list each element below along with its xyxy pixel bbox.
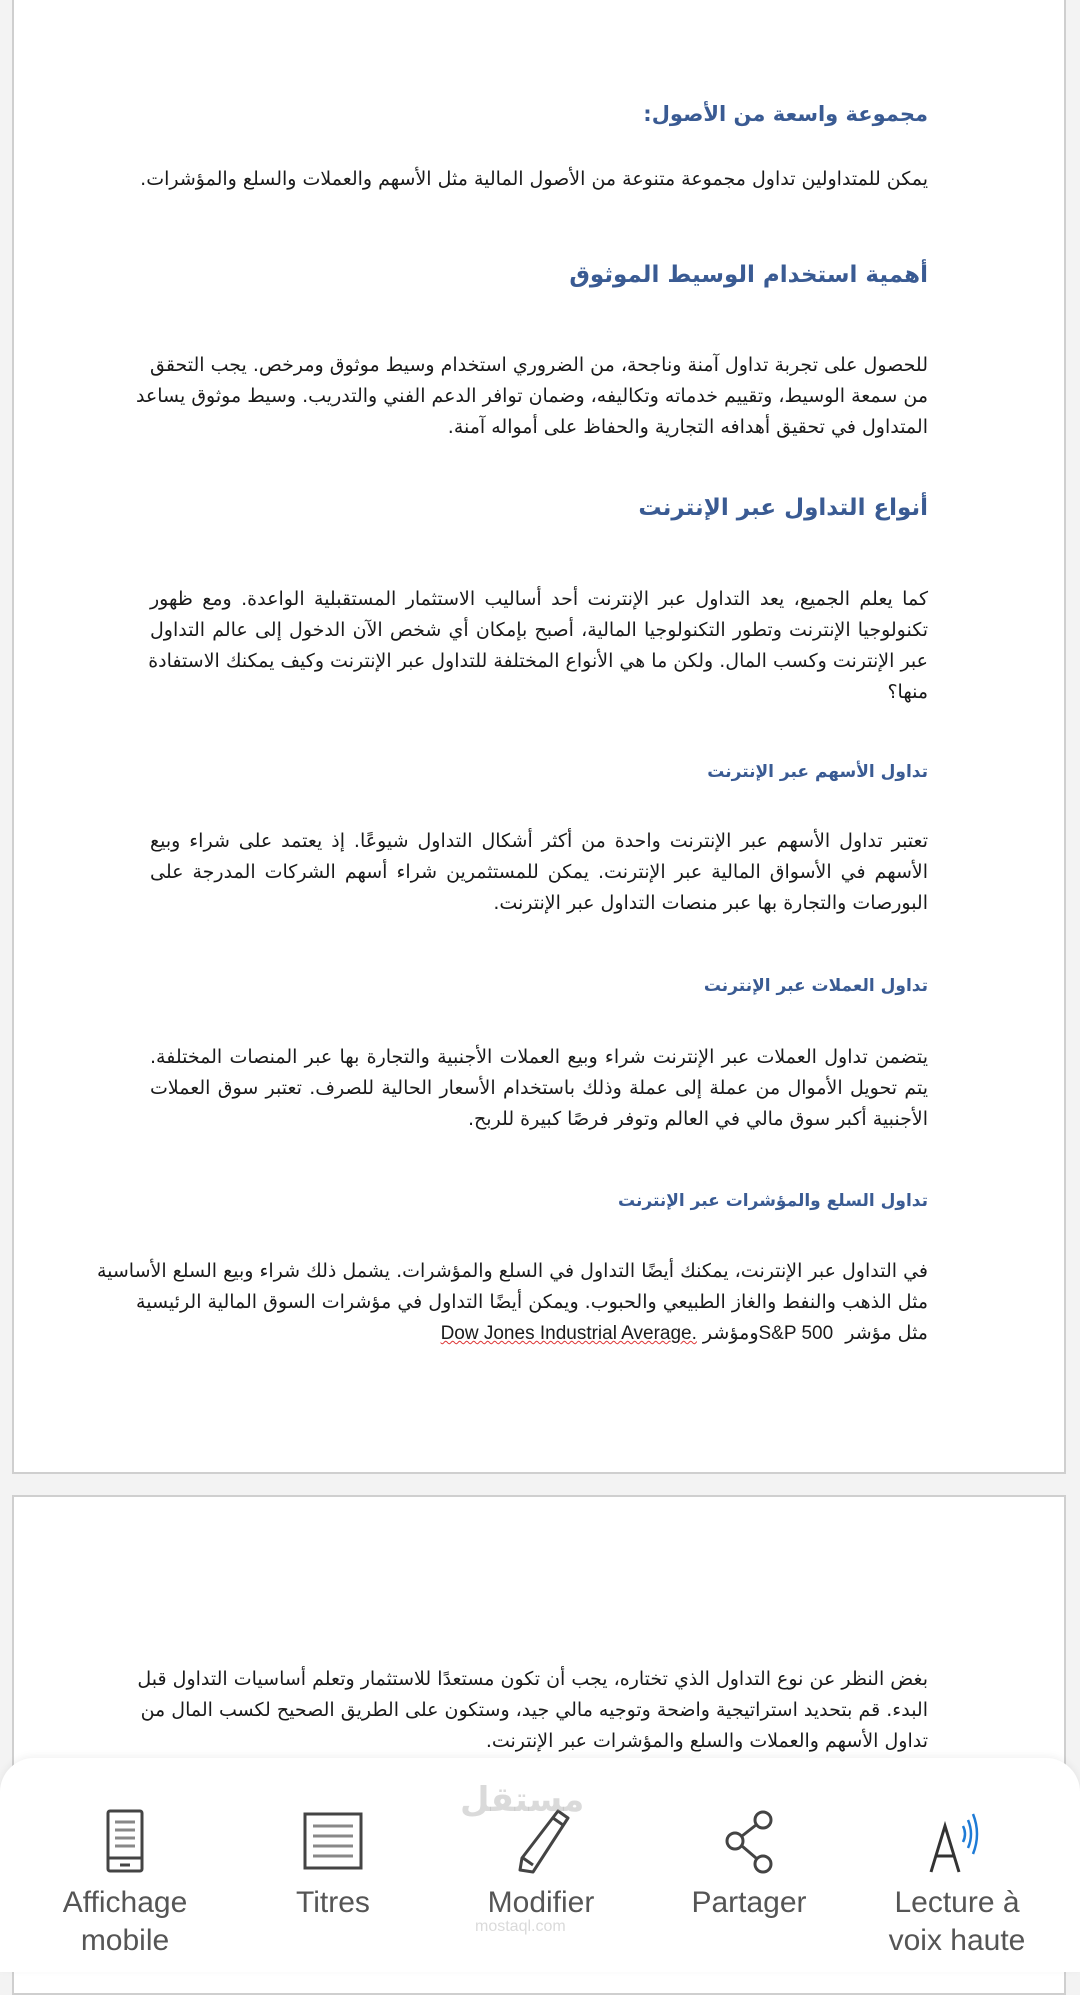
text-line: تعتبر تداول الأسهم عبر الإنترنت واحدة من أكثر أشكال التداول شيوعًا. إذ يعتمد على شراء وبيع [150,830,928,852]
text-line: منها؟ [887,681,928,703]
text-line: للحصول على تجربة تداول آمنة وناجحة، من الضروري استخدام وسيط موثوق ومرخص. يجب التحقق [150,354,928,376]
text-line: الأجنبية أكبر سوق مالي في العالم وتوفر فرصًا كبيرة للربح. [467,1108,928,1130]
heading-commodities: تداول السلع والمؤشرات عبر الإنترنت [617,1191,928,1211]
text-line: البورصات والتجارة بها عبر منصات التداول عبر الإنترنت. [493,892,928,914]
paragraph [135,350,928,443]
text-line: يتضمن تداول العملات عبر الإنترنت شراء وبيع العملات الأجنبية والتجارة بها عبر المنصات المختلفة. [150,1046,928,1068]
read-aloud-icon [927,1808,987,1874]
text-line: الأسهم في الأسواق المالية عبر الإنترنت. يمكن للمستثمرين شراء أسهم الشركات المدرجة على [150,861,928,883]
mobile-view-icon [95,1808,155,1874]
text-line: من سمعة الوسيط، وتقييم خدماته وتكاليفه، وضمان توافر الدعم الفني والتدريب. وسيط موثوق يساعد [135,385,928,407]
heading-stocks: تداول الأسهم عبر الإنترنت [707,762,928,782]
text-line: المتداول في تحقيق أهدافه التجارية والحفاظ على أمواله آمنة. [447,416,928,438]
watermark-logo: مستقل [460,1780,585,1820]
text-line [150,1318,928,1349]
label: Modifier [487,1886,595,1919]
text-line: يمكن للمتداولين تداول مجموعة متنوعة من الأصول المالية مثل الأسهم والعملات والسلع والمؤشرات. [140,168,928,190]
paragraph [137,1664,928,1757]
paragraph [96,1256,928,1349]
heading-currencies: تداول العملات عبر الإنترنت [703,976,928,996]
text-line: عبر الإنترنت وكسب المال. ولكن ما هي الأنواع المختلفة للتداول عبر الإنترنت وكيف يمكنك الاستفادة [148,650,928,672]
sp500-text: S&P 500 [758,1323,834,1344]
paragraph [150,1042,928,1135]
label: Titres [296,1886,370,1919]
label: Affichage mobile [62,1886,188,1957]
text-line: مثل الذهب والنفط والغاز الطبيعي والحبوب. ويمكن أيضًا التداول في مؤشرات السوق المالية الرئيسية [136,1291,928,1313]
paragraph [150,826,928,919]
text-line: تكنولوجيا الإنترنت وتطور التكنولوجيا المالية، أصبح بإمكان أي شخص الآن الدخول إلى عالم التداول [150,619,928,641]
text-line: تداول الأسهم والعملات والسلع والمؤشرات عبر الإنترنت. [485,1730,928,1752]
paragraph [150,584,928,708]
dow-jones-text: Dow Jones Industrial Average. [440,1323,697,1344]
text-line: البدء. قم بتحديد استراتيجية واضحة وتوجيه مالي جيد، وستكون على الطريق الصحيح لكسب المال من [140,1699,928,1721]
text-line: يتم تحويل الأموال من عملة إلى عملة وذلك باستخدام الأسعار الحالية للصرف. تعتبر سوق العملات [150,1077,928,1099]
headings-icon [303,1808,363,1874]
text: ومؤشر [702,1322,759,1344]
heading-trading-types: أنواع التداول عبر الإنترنت [638,495,928,521]
document-page-1 [12,0,1066,1474]
watermark-text: mostaql.com [475,1918,566,1935]
text-line: بغض النظر عن نوع التداول الذي تختاره، يجب أن تكون مستعدًا للاستثمار وتعلم أساسيات التداول قبل [137,1668,928,1690]
heading-assets: مجموعة واسعة من الأصول: [643,102,928,126]
text-line: في التداول عبر الإنترنت، يمكنك أيضًا التداول في السلع والمؤشرات. يشمل ذلك شراء وبيع السلع الأساسية [96,1260,928,1282]
share-icon [719,1808,779,1874]
heading-trusted-broker: أهمية استخدام الوسيط الموثوق [569,262,928,288]
label: Lecture à voix haute [888,1886,1026,1957]
label: Partager [691,1886,807,1919]
text: مثل مؤشر [845,1322,928,1344]
text-line: كما يعلم الجميع، يعد التداول عبر الإنترنت أحد أساليب الاستثمار المستقبلية الواعدة. ومع ظهور [150,588,928,610]
paragraph [140,164,928,195]
